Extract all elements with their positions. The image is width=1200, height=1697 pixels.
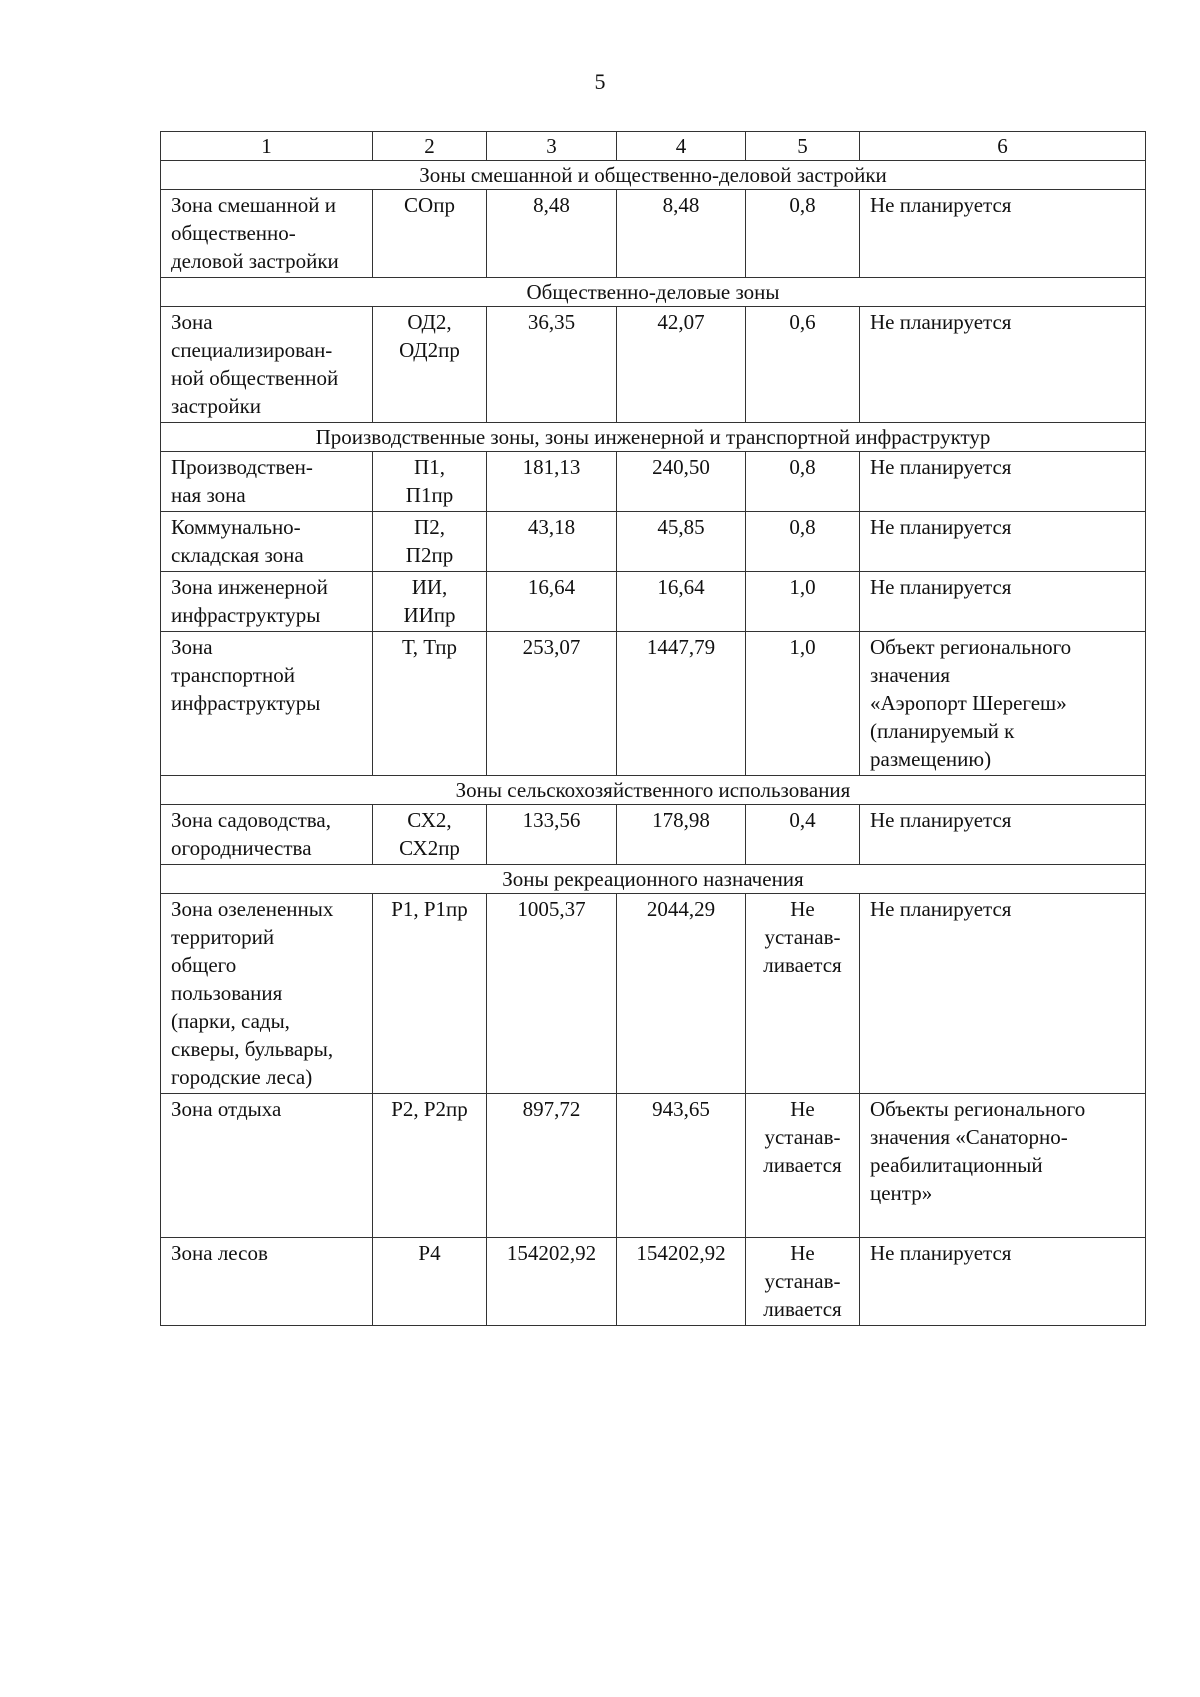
note-cell: [860, 512, 1146, 572]
area-column-3-cell: [487, 452, 617, 512]
zone-name-cell: [161, 632, 373, 776]
note-cell-text: Не планируется: [870, 193, 1012, 217]
area-column-3-cell-text: 181,13: [522, 455, 581, 479]
zone-code-cell-text: СОпр: [404, 193, 455, 217]
table-row: [161, 452, 1146, 512]
coefficient-cell-text: Не устанав- ливается: [763, 1241, 842, 1321]
coefficient-cell-text: Не устанав- ливается: [763, 897, 842, 977]
note-cell: [860, 632, 1146, 776]
zone-name-cell: [161, 805, 373, 865]
zone-code-cell: [373, 1094, 487, 1238]
area-column-4-cell: [617, 1238, 746, 1326]
coefficient-cell-text: 0,4: [789, 808, 816, 832]
zone-code-cell: [373, 307, 487, 423]
area-column-4-cell: [617, 572, 746, 632]
note-cell-text: Объект регионального значения «Аэропорт Шерегеш» (планируемый к размещению): [870, 635, 1072, 771]
area-column-3-cell: [487, 572, 617, 632]
coefficient-cell-text: 0,8: [789, 455, 816, 479]
column-number-4: 4: [617, 132, 746, 161]
zone-name-cell-text: Зона специализирован- ной общественной застройки: [171, 310, 339, 418]
zone-code-cell-text: П2, П2пр: [405, 515, 454, 567]
zone-code-cell: [373, 805, 487, 865]
section-row: [161, 776, 1146, 805]
coefficient-cell-text: 0,6: [789, 310, 816, 334]
coefficient-cell: [746, 512, 860, 572]
area-column-4-cell-text: 45,85: [657, 515, 705, 539]
area-column-3-cell-text: 8,48: [533, 193, 570, 217]
area-column-4-cell-text: 8,48: [662, 193, 700, 217]
column-number-2: 2: [373, 132, 487, 161]
area-column-4-cell-text: 42,07: [657, 310, 705, 334]
zone-name-cell-text: Производствен- ная зона: [171, 455, 313, 507]
note-cell-text: Не планируется: [870, 808, 1012, 832]
coefficient-cell: [746, 805, 860, 865]
table-row: [161, 632, 1146, 776]
zone-name-cell: [161, 512, 373, 572]
column-number-5: 5: [746, 132, 860, 161]
table-row: [161, 1238, 1146, 1326]
table-row: [161, 190, 1146, 278]
coefficient-cell: [746, 307, 860, 423]
table-row: [161, 805, 1146, 865]
zone-name-cell: [161, 1238, 373, 1326]
area-column-4-cell: [617, 307, 746, 423]
zone-code-cell: [373, 894, 487, 1094]
zone-name-cell: [161, 190, 373, 278]
area-column-4-cell: [617, 452, 746, 512]
note-cell: [860, 894, 1146, 1094]
area-column-3-cell-text: 154202,92: [506, 1241, 597, 1265]
section-title: Общественно-деловые зоны: [161, 278, 1146, 307]
area-column-3-cell: [487, 632, 617, 776]
coefficient-cell: [746, 1238, 860, 1326]
section-title: Зоны смешанной и общественно-деловой застройки: [161, 161, 1146, 190]
note-cell: [860, 1238, 1146, 1326]
note-cell: [860, 1094, 1146, 1238]
note-cell-text: Не планируется: [870, 310, 1012, 334]
area-column-3-cell-text: 897,72: [522, 1097, 581, 1121]
zone-code-cell-text: Р2, Р2пр: [391, 1097, 468, 1121]
section-title: Зоны сельскохозяйственного использования: [161, 776, 1146, 805]
zone-name-cell-text: Зона лесов: [171, 1241, 268, 1265]
area-column-4-cell: [617, 190, 746, 278]
zone-code-cell-text: П1, П1пр: [405, 455, 454, 507]
zone-name-cell-text: Зона смешанной и общественно- деловой застройки: [171, 193, 339, 273]
table-row: [161, 1094, 1146, 1238]
area-column-4-cell: [617, 512, 746, 572]
zone-code-cell-text: ИИ, ИИпр: [403, 575, 456, 627]
note-cell: [860, 307, 1146, 423]
zone-code-cell-text: Р1, Р1пр: [391, 897, 468, 921]
zone-code-cell: [373, 572, 487, 632]
area-column-4-cell-text: 240,50: [652, 455, 710, 479]
section-row: [161, 278, 1146, 307]
section-row: [161, 423, 1146, 452]
coefficient-cell-text: 1,0: [789, 635, 816, 659]
area-column-3-cell: [487, 805, 617, 865]
note-cell-text: Не планируется: [870, 897, 1012, 921]
zone-name-cell-text: Зона садоводства, огородничества: [171, 808, 331, 860]
area-column-3-cell-text: 43,18: [527, 515, 576, 539]
section-row: [161, 161, 1146, 190]
coefficient-cell: [746, 1094, 860, 1238]
coefficient-cell: [746, 452, 860, 512]
area-column-4-cell: [617, 632, 746, 776]
coefficient-cell-text: Не устанав- ливается: [763, 1097, 842, 1177]
area-column-4-cell: [617, 894, 746, 1094]
note-cell-text: Не планируется: [870, 575, 1012, 599]
zone-code-cell: [373, 1238, 487, 1326]
area-column-3-cell: [487, 1094, 617, 1238]
area-column-3-cell-text: 16,64: [527, 575, 576, 599]
coefficient-cell: [746, 572, 860, 632]
area-column-3-cell: [487, 190, 617, 278]
note-cell-text: Не планируется: [870, 1241, 1012, 1265]
zone-code-cell: [373, 632, 487, 776]
area-column-4-cell: [617, 805, 746, 865]
zone-name-cell: [161, 307, 373, 423]
zone-name-cell-text: Зона озелененных территорий общего пользования (парки, сады, скверы, бульвары, городские леса): [171, 897, 334, 1089]
zones-table: [160, 131, 1146, 1326]
zone-name-cell-text: Зона отдыха: [171, 1097, 282, 1121]
area-column-3-cell-text: 133,56: [522, 808, 581, 832]
zone-code-cell-text: Р4: [418, 1241, 441, 1265]
zone-code-cell-text: Т, Тпр: [402, 635, 457, 659]
area-column-4-cell: [617, 1094, 746, 1238]
table-row: [161, 572, 1146, 632]
area-column-4-cell-text: 2044,29: [646, 897, 716, 921]
area-column-3-cell-text: 253,07: [522, 635, 581, 659]
coefficient-cell: [746, 190, 860, 278]
zone-name-cell: [161, 452, 373, 512]
area-column-4-cell-text: 178,98: [652, 808, 710, 832]
page-number: 5: [594, 69, 606, 94]
section-title: Производственные зоны, зоны инженерной и транспортной инфраструктур: [161, 423, 1146, 452]
area-column-3-cell: [487, 894, 617, 1094]
note-cell: [860, 452, 1146, 512]
coefficient-cell-text: 0,8: [789, 515, 816, 539]
zone-name-cell-text: Зона инженерной инфраструктуры: [171, 575, 328, 627]
zone-name-cell: [161, 894, 373, 1094]
coefficient-cell-text: 0,8: [789, 193, 816, 217]
zone-code-cell: [373, 452, 487, 512]
area-column-3-cell: [487, 1238, 617, 1326]
area-column-3-cell-text: 1005,37: [517, 897, 586, 921]
note-cell: [860, 572, 1146, 632]
note-cell-text: Объекты регионального значения «Санаторно- реабилитационный центр»: [870, 1097, 1086, 1205]
table-row: [161, 307, 1146, 423]
area-column-3-cell: [487, 512, 617, 572]
note-cell: [860, 190, 1146, 278]
zone-code-cell: [373, 190, 487, 278]
coefficient-cell: [746, 632, 860, 776]
zone-name-cell: [161, 572, 373, 632]
coefficient-cell-text: 1,0: [789, 575, 816, 599]
column-number-row: [161, 132, 1146, 161]
note-cell: [860, 805, 1146, 865]
area-column-4-cell-text: 16,64: [657, 575, 705, 599]
section-row: [161, 865, 1146, 894]
area-column-4-cell-text: 943,65: [652, 1097, 710, 1121]
coefficient-cell: [746, 894, 860, 1094]
note-cell-text: Не планируется: [870, 515, 1012, 539]
zone-code-cell-text: ОД2, ОД2пр: [399, 310, 460, 362]
section-title: Зоны рекреационного назначения: [161, 865, 1146, 894]
zone-code-cell-text: СХ2, СХ2пр: [399, 808, 460, 860]
area-column-3-cell: [487, 307, 617, 423]
area-column-3-cell-text: 36,35: [527, 310, 576, 334]
table-row: [161, 512, 1146, 572]
note-cell-text: Не планируется: [870, 455, 1012, 479]
table-row: [161, 894, 1146, 1094]
column-number-6: 6: [860, 132, 1146, 161]
zone-name-cell: [161, 1094, 373, 1238]
zone-code-cell: [373, 512, 487, 572]
zone-name-cell-text: Зона транспортной инфраструктуры: [171, 635, 321, 715]
column-number-1: 1: [161, 132, 373, 161]
area-column-4-cell-text: 1447,79: [646, 635, 716, 659]
column-number-3: 3: [487, 132, 617, 161]
area-column-4-cell-text: 154202,92: [636, 1241, 726, 1265]
zone-name-cell-text: Коммунально- складская зона: [171, 515, 304, 567]
